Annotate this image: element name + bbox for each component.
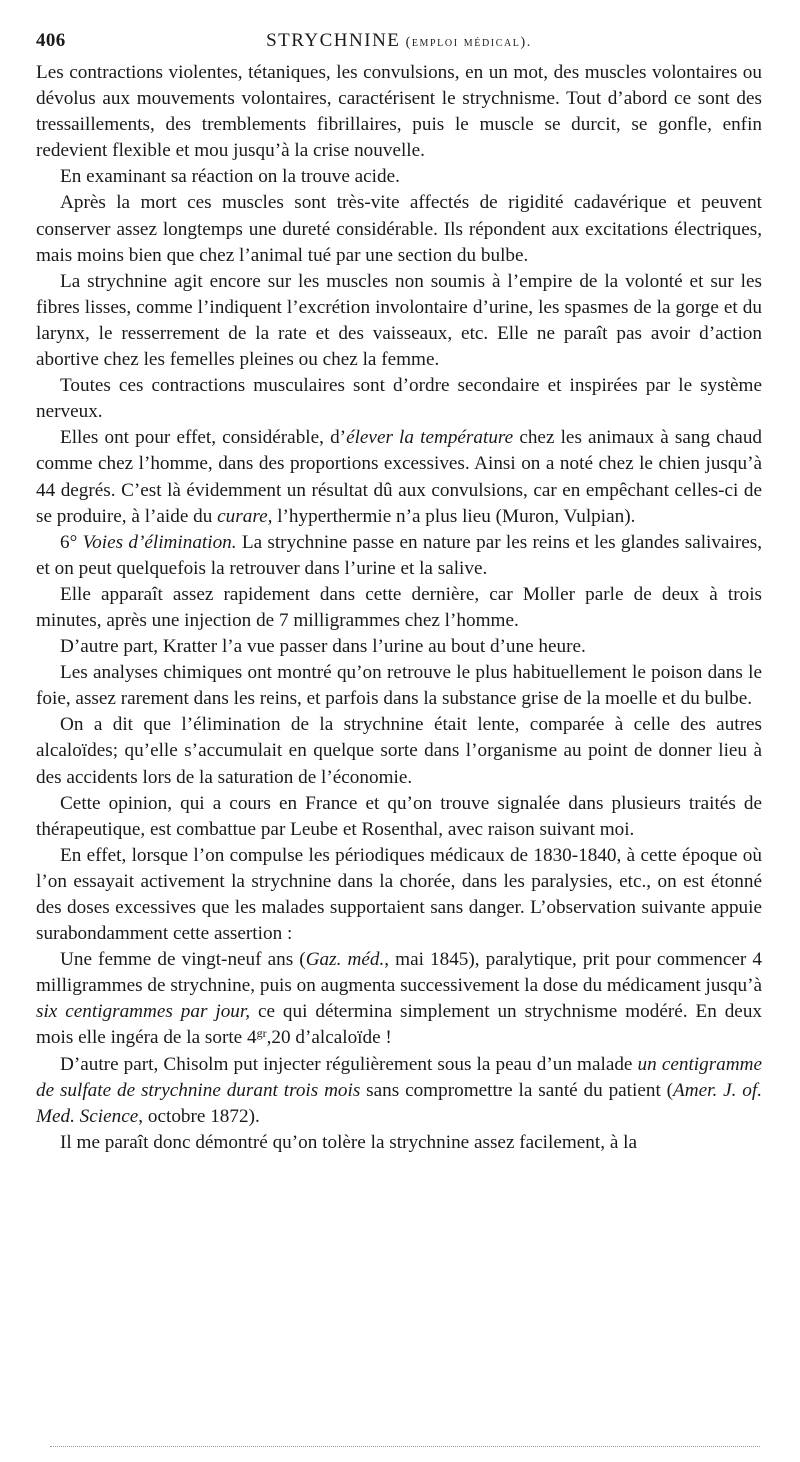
text-run: , octobre 1872). <box>138 1105 260 1127</box>
paragraph-opinion: Cette opinion, qui a cours en France et qu’on trouve signalée dans plusieurs traités de thérapeutique, est combattue par Leube et Rosenthal, avec raison suivant moi. <box>36 792 762 840</box>
paragraph-chisolm <box>36 1052 762 1130</box>
text-run: Elles ont pour effet, considérable, d’ <box>60 427 347 449</box>
emphasis: curare, <box>217 505 273 527</box>
running-head <box>36 30 762 60</box>
paragraph-contractions: Les contractions violentes, tétaniques, les convulsions, en un mot, des muscles volontaires ou dévolus aux mouvements volontaires, caractérisent le strychnisme. Tout d’abord ce sont des tressaillements, des tremblements fibrillaires, puis le muscle se durcit, se gonfle, enfin redevient flexible et mou jusqu’à la crise nouvelle. <box>36 62 762 162</box>
text-run: l’hyperthermie n’a plus lieu (Muron, Vulpian). <box>272 505 636 527</box>
emphasis: six centigrammes par jour, <box>36 1001 251 1023</box>
page-number: 406 <box>36 30 66 51</box>
paragraph-voies-elimination <box>36 530 762 582</box>
paragraph-analyses: Les analyses chimiques ont montré qu’on retrouve le plus habituellement le poison dans le foie, assez rarement dans les reins, et parfois dans la substance grise de la moelle et du bulbe. <box>36 662 762 710</box>
paragraph-salive: Elle apparaît assez rapidement dans cette dernière, car Moller parle de deux à trois minutes, après une injection de 7 milligrammes chez l’homme. <box>36 583 762 631</box>
paragraph-muscles-lisses: La strychnine agit encore sur les muscles non soumis à l’empire de la volonté et sur les fibres lisses, comme l’indiquent l’excrétion involontaire d’urine, les spasmes de la gorge et du larynx, le resserrement de la rate et des vaisseaux, etc. Elle ne paraît pas avoir d’action abortive chez les femelles pleines ou chez la femme. <box>36 270 762 371</box>
paragraph-rigidite: Après la mort ces muscles sont très-vite affectés de rigidité cadavérique et peuvent conserver assez longtemps une dureté considérable. Ils répondent aux excitations électriques, mais moins bien que chez l’animal tué par une section du bulbe. <box>36 192 762 266</box>
paragraph-elimination-lente: On a dit que l’élimination de la strychnine était lente, comparée à celle des autres alcaloïdes; qu’elle s’accumulait en quelque sorte dans l’organisme au point de donner lieu à des accidents lors de la saturation de l’économie. <box>36 714 762 788</box>
bottom-rule <box>50 1446 760 1447</box>
paragraph-periodiques: En effet, lorsque l’on compulse les périodiques médicaux de 1830-1840, à cette époque où l’on essayait activement la strychnine dans la chorée, dans les paralysies, etc., on est étonné des doses excessives que les malades supportaient sans danger. L’observation suivante appuie surabondamment cette assertion : <box>36 844 762 945</box>
superscript: gr <box>256 1026 267 1041</box>
body-text <box>36 60 762 1156</box>
paragraph-reaction: En examinant sa réaction on la trouve acide. <box>60 166 400 188</box>
emphasis: Amer. J. of. Med. Science <box>36 1079 762 1127</box>
emphasis: élever la température <box>346 427 514 449</box>
running-title <box>96 30 702 52</box>
paragraph-temperature <box>36 425 762 529</box>
text-run: D’autre part, Chisolm put injecter régulièrement sous la peau d’un malade <box>60 1053 638 1075</box>
section-number: 6° <box>60 531 78 553</box>
running-title-main: STRYCHNINE <box>266 30 401 51</box>
text-run: , mai 1845), paralytique, prit pour commencer 4 milligrammes de strychnine, puis on augmenta successivement la dose du médicament jusqu’à <box>36 949 763 997</box>
section-heading: Voies d’élimination. <box>82 531 237 553</box>
paragraph-observation <box>36 947 762 1051</box>
text-run: ce qui détermina simplement un strychnisme modéré. En deux mois elle ingéra de la sorte 4 <box>36 1001 763 1049</box>
text-run: sans compromettre la santé du patient ( <box>360 1079 674 1101</box>
text-run: chez les animaux à sang chaud comme chez l’homme, dans des proportions excessives. Ainsi on a noté chez le chien jusqu’à 44 degrés. C’est là évidemment un résultat dû aux convulsions, car en empêchant celles-ci de se produire, à l’aide du <box>36 427 763 527</box>
text-run: ,20 d’alcaloïde ! <box>266 1027 392 1049</box>
text-run: La strychnine passe en nature par les reins et les glandes salivaires, et on peut quelquefois la retrouver dans l’urine et la salive. <box>36 531 762 579</box>
paragraph-conclusion: Il me paraît donc démontré qu’on tolère la strychnine assez facilement, à la <box>60 1131 637 1153</box>
paragraph-systeme-nerveux: Toutes ces contractions musculaires sont d’ordre secondaire et inspirées par le système nerveux. <box>36 375 762 423</box>
emphasis: un centigramme de sulfate de strychnine durant trois mois <box>36 1053 762 1101</box>
emphasis: Gaz. méd. <box>305 949 385 971</box>
paragraph-kratter: D’autre part, Kratter l’a vue passer dans l’urine au bout d’une heure. <box>60 636 586 658</box>
running-title-sub: (emploi médical). <box>405 35 532 50</box>
text-run: Une femme de vingt-neuf ans ( <box>60 949 306 971</box>
